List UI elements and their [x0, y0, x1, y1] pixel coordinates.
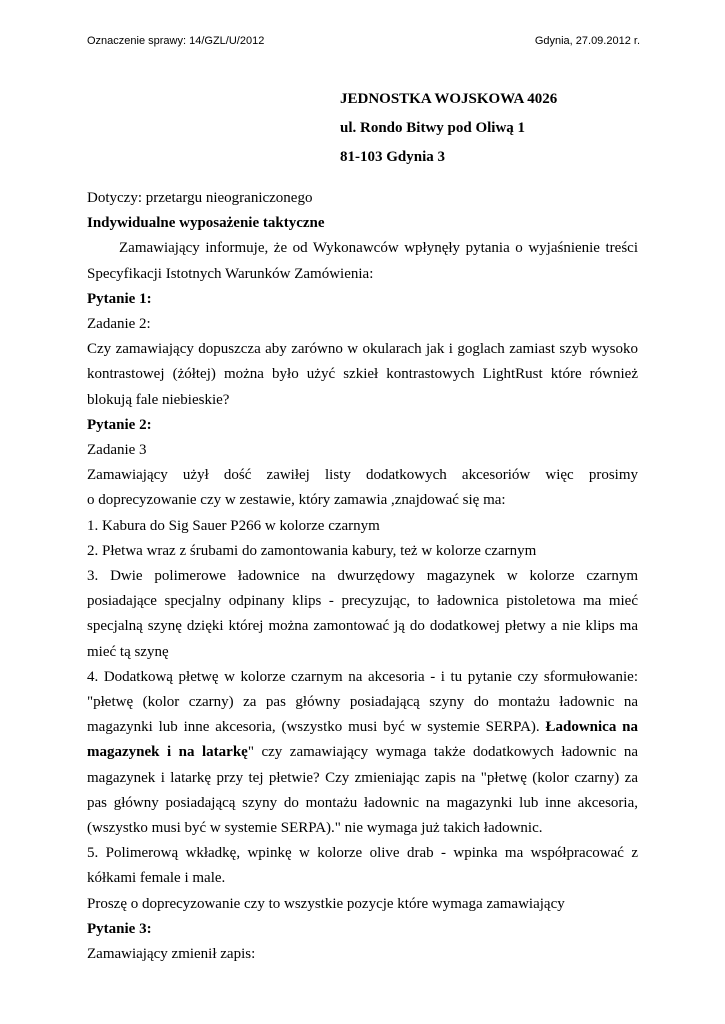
- question-2-item-2: 2. Płetwa wraz z śrubami do zamontowania kabury, też w kolorze czarnym: [87, 542, 537, 559]
- question-2-heading: Pytanie 2:: [87, 416, 152, 433]
- intro-paragraph: Zamawiający informuje, że od Wykonawców wpłynęły pytania o wyjaśnienie treści Specyfikacji Istotnych Warunków Zamówienia:: [87, 240, 638, 282]
- question-2-closing: Proszę o doprecyzowanie czy to wszystkie pozycje które wymaga zamawiający: [87, 895, 565, 912]
- question-2-item-4: [87, 665, 638, 841]
- question-2-task: Zadanie 3: [87, 442, 147, 459]
- recipient-address: [340, 90, 557, 177]
- question-2-item-1: 1. Kabura do Sig Sauer P266 w kolorze czarnym: [87, 517, 380, 534]
- question-2-intro-line-2: o doprecyzowanie czy w zestawie, który zamawia ,znajdować się ma:: [87, 492, 506, 509]
- place-date: Gdynia, 27.09.2012 r.: [534, 35, 640, 47]
- document-title: Indywidualne wyposażenie taktyczne: [87, 215, 325, 232]
- address-line-1: JEDNOSTKA WOJSKOWA 4026: [340, 91, 558, 107]
- item-4-text-a: 4. Dodatkową płetwę w kolorze czarnym na akcesoria - i tu pytanie czy sformułowanie: "płetwę (kolor czarny) za pas główny posiadającą szyny do montażu ładownic na magazynki lub inne akcesoria, (wszystko musi być w systemie SERPA).: [87, 668, 638, 736]
- question-1-heading: Pytanie 1:: [87, 290, 152, 307]
- item-4-bold: Ładownica na magazynek i na latarkę: [87, 719, 638, 761]
- question-3-text: Zamawiający zmienił zapis:: [87, 946, 256, 963]
- case-reference: Oznaczenie sprawy: 14/GZL/U/2012: [87, 35, 265, 47]
- question-1-task: Zadanie 2:: [87, 316, 151, 333]
- subject-line: Dotyczy: przetargu nieograniczonego: [87, 190, 313, 206]
- question-3-heading: Pytanie 3:: [87, 920, 152, 937]
- address-line-2: ul. Rondo Bitwy pod Oliwą 1: [340, 120, 526, 136]
- letter-body: [87, 186, 638, 967]
- item-4-text-b: " czy zamawiający wymaga także dodatkowych ładownic na magazynek i latarkę przy tej płetwie? Czy zmieniając zapis na "płetwę (kolor czarny) za pas główny posiadającą szyny do montażu ładownic na magazynki lub inne akcesoria, (wszystko musi być w systemie SERPA)." nie wymaga już takich ładownic.: [87, 744, 638, 837]
- question-1-text: Czy zamawiający dopuszcza aby zarówno w okularach jak i goglach zamiast szyb wysoko kontrastowej (żółtej) można było użyć szkieł kontrastowych LightRust które również blokują fale niebieskie?: [87, 341, 638, 408]
- question-2-item-3: 3. Dwie polimerowe ładownice na dwurzędowy magazynek w kolorze czarnym posiadające specjalny odpinany klips - precyzując, to ładownica pistoletowa ma mieć specjalną szynę dzięki której można zamontować ją do dodatkowej płetwy a nie klips ma mieć tą szynę: [87, 568, 638, 660]
- address-line-3: 81-103 Gdynia 3: [340, 149, 446, 165]
- question-2-item-5: 5. Polimerową wkładkę, wpinkę w kolorze olive drab - wpinka ma współpracować z kółkami female i male.: [87, 845, 638, 887]
- question-2-intro-line-1: Zamawiający użył dość zawiłej listy dodatkowych akcesoriów więc prosimy: [87, 467, 638, 484]
